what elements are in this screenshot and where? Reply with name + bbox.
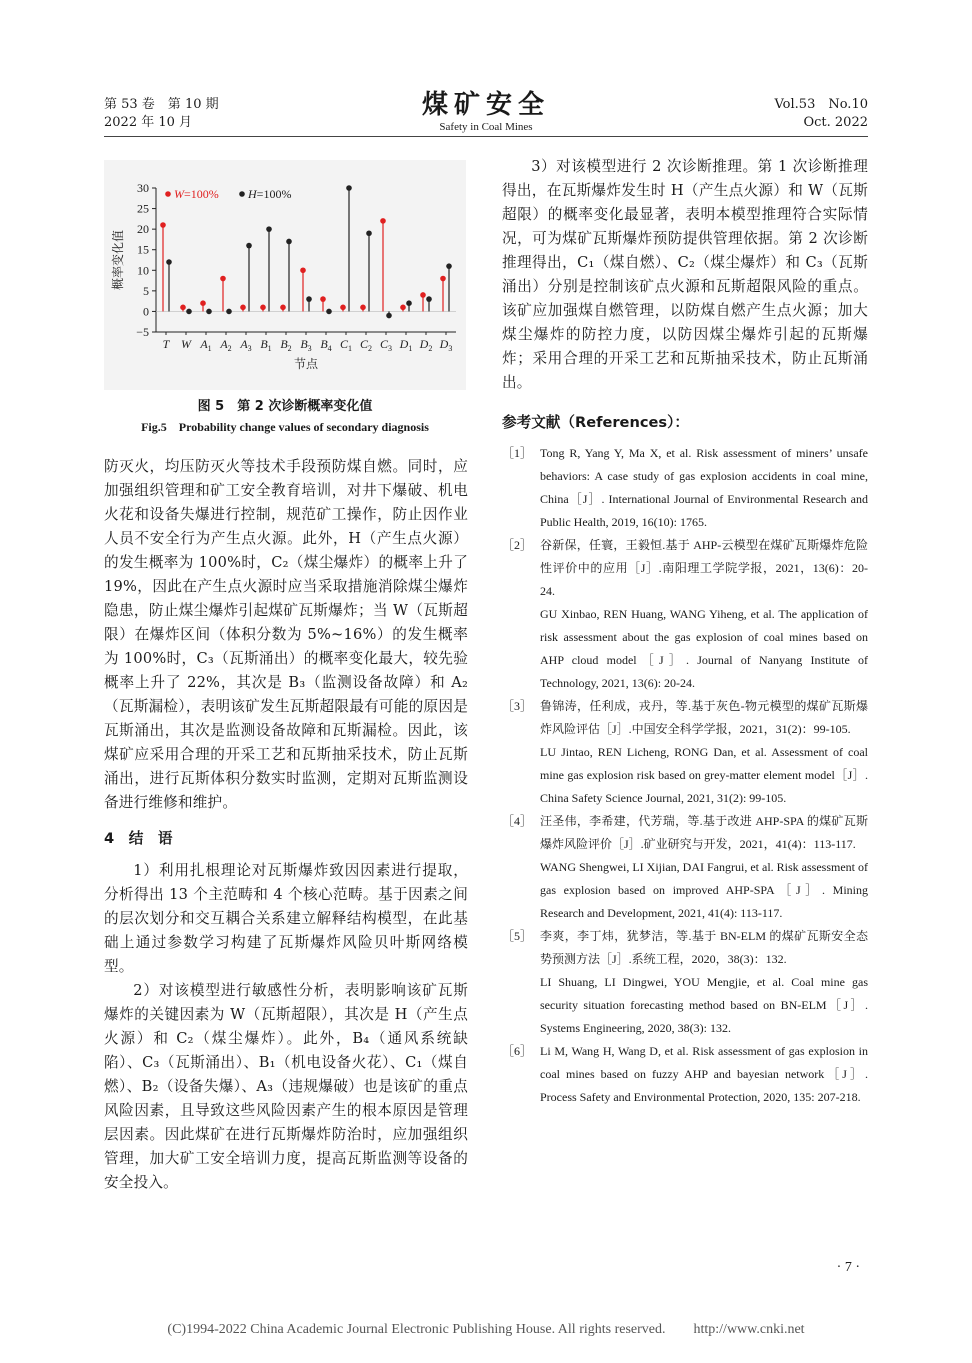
reference-item <box>502 534 868 695</box>
x-tick-label: $B_2$ <box>280 337 292 353</box>
stem-point <box>200 300 206 306</box>
reference-text <box>540 695 868 810</box>
stem-point <box>366 230 372 236</box>
y-tick-label: 5 <box>143 283 149 298</box>
y-tick-label: 10 <box>137 263 149 278</box>
y-tick-label: 20 <box>137 222 149 237</box>
reference-line: LU Jintao, REN Licheng, RONG Dan, et al. Assessment of coal mine gas explosion risk based on grey-matter element model［J］. China Safety Science Journal, 2021, 31(2): 99-105. <box>540 745 868 805</box>
legend-label: W=100% <box>174 187 219 201</box>
figure-5 <box>104 160 466 390</box>
reference-line: LI Shuang, LI Dingwei, YOU Mengjie, et al. Coal mine gas security situation forecasting method based on BN-ELM［J］. Systems Engineering, 2020, 38(3): 132. <box>540 975 868 1035</box>
copyright-footer: (C)1994-2022 China Academic Journal Electronic Publishing House. All rights reserved. http://www.cnki.net <box>167 1322 805 1337</box>
reference-item <box>502 442 868 534</box>
x-tick-label: $D_1$ <box>399 337 413 353</box>
reference-line: 汪圣伟，李希建，代芳瑞，等.基于改进 AHP-SPA 的煤矿瓦斯爆炸风险评价［J］.矿业研究与开发，2021，41(4)：113-117. <box>540 814 868 851</box>
stem-point <box>386 313 392 319</box>
stem-point <box>426 296 432 302</box>
conclusion-paragraph-3: 3）对该模型进行 2 次诊断推理。第 1 次诊断推理得出，在瓦斯爆炸发生时 H（产生点火源）和 W（瓦斯超限）的概率变化最显著，表明本模型推理符合实际情况，可为煤矿瓦斯爆炸预防提供管理依据。第 2 次诊断推理得出，C₁（煤自燃）、C₂（煤尘爆炸）和 C₃（瓦斯涌出）分别是控制该矿点火源和瓦斯超限风险的重点。该矿应加强煤自燃管理，以防煤自燃产生点火源；加大煤尘爆炸的防控力度，以防因煤尘爆炸引起的瓦斯爆炸；采用合理的开采工艺和瓦斯抽采技术，防止瓦斯涌出。 <box>502 158 868 391</box>
stem-point <box>180 305 186 311</box>
reference-text <box>540 810 868 925</box>
stem-point <box>326 309 332 315</box>
figure-caption-en: Fig.5 Probability change values of secondary diagnosis <box>141 420 429 434</box>
header-rule <box>104 136 868 137</box>
x-tick-label: $C_3$ <box>379 337 393 353</box>
x-tick-label: $B_3$ <box>300 337 312 353</box>
stem-point <box>346 185 352 191</box>
x-tick-label: $D_2$ <box>419 337 433 353</box>
stem-chart <box>104 160 466 390</box>
x-tick-label: $A_3$ <box>240 337 252 353</box>
x-tick-label: $B_1$ <box>260 337 272 353</box>
reference-text <box>540 925 868 1040</box>
issue-info <box>104 96 219 132</box>
stem-point <box>280 305 286 311</box>
body-paragraph: 防灭火，均压防灭火等技术手段预防煤自燃。同时，应加强组织管理和矿工安全教育培训，对井下爆破、机电火花和设备失爆进行控制，规范矿工操作，防止因作业人员不安全行为产生点火源。此外，H（产生点火源）的发生概率为 100%时，C₂（煤尘爆炸）的概率上升了 19%，因此在产生点火源时应当采取措施消除煤尘爆炸隐患，防止煤尘爆炸引起煤矿瓦斯爆炸；当 W（瓦斯超限）在爆炸区间（体积分数为 5%~16%）的发生概率为 100%时，C₃（瓦斯涌出）的概率变化最大，较先验概率上升了 22%，其次是 B₃（监测设备故障）和 A₂（瓦斯漏检），表明该矿发生瓦斯超限最有可能的原因是瓦斯涌出，其次是监测设备故障和瓦斯漏检。因此，该煤矿应采用合理的开采工艺和瓦斯抽采技术，防止瓦斯涌出，进行瓦斯体积分数实时监测，定期对瓦斯监测设备进行维修和维护。 <box>104 458 468 811</box>
issue-info-en <box>774 96 868 132</box>
y-tick-label: 0 <box>143 304 149 319</box>
x-tick-label: $C_2$ <box>359 337 373 353</box>
reference-text <box>540 1040 868 1109</box>
page-number: · 7 · <box>836 1260 860 1275</box>
x-axis-title: 节点 <box>293 357 319 371</box>
stem-point <box>400 305 406 311</box>
volume-issue-en: Vol.53 No.10 <box>774 97 868 112</box>
conclusion-paragraph-2: 2）对该模型进行敏感性分析，表明影响该矿瓦斯爆炸的关键因素为 W（瓦斯超限），其次是 H（产生点火源）和 C₂（煤尘爆炸）。此外，B₄（通风系统缺陷）、C₃（瓦斯涌出）、B₁（机电设备火花）、C₁（煤自燃）、B₂（设备失爆）、A₃（违规爆破）也是该矿的重点风险因素，且导致这些风险因素产生的根本原因是管理层因素。因此煤矿在进行瓦斯爆炸防治时，应加强组织管理，加大矿工安全培训力度，提高瓦斯监测等设备的安全投入。 <box>104 982 468 1191</box>
reference-item <box>502 695 868 810</box>
x-tick-label: $D_3$ <box>439 337 453 353</box>
reference-number: ［3］ <box>502 699 533 713</box>
reference-line: WANG Shengwei, LI Xijian, DAI Fangrui, et al. Risk assessment of gas explosion based on improved AHP-SPA［J］. Mining Research and Development, 2021, 41(4): 113-117. <box>540 860 868 920</box>
x-tick-label: $B_4$ <box>320 337 332 353</box>
stem-point <box>420 292 426 298</box>
stem-point <box>380 218 386 224</box>
x-tick-label: T <box>162 337 170 351</box>
stem-point <box>166 259 172 265</box>
stem-point <box>340 305 346 311</box>
stem-point <box>266 226 272 232</box>
reference-number: ［6］ <box>502 1044 533 1058</box>
reference-number: ［5］ <box>502 929 533 943</box>
y-tick-label: −5 <box>136 325 149 339</box>
stem-point <box>440 276 446 282</box>
reference-line: 鲁锦涛，任利成，戎丹，等.基于灰色-物元模型的煤矿瓦斯爆炸风险评估［J］.中国安全科学学报，2021，31(2)：99-105. <box>540 699 868 736</box>
stem-point <box>306 296 312 302</box>
figure-caption-cn: 图 5 第 2 次诊断概率变化值 <box>197 399 373 414</box>
conclusion-paragraph-1: 1）利用扎根理论对瓦斯爆炸致因因素进行提取，分析得出 13 个主范畴和 4 个核心范畴。基于因素之间的层次划分和交互耦合关系建立解释结构模型，在此基础上通过参数学习构建了瓦斯爆炸风险贝叶斯网络模型。 <box>104 862 468 975</box>
y-tick-label: 15 <box>137 242 149 257</box>
reference-number: ［1］ <box>502 446 533 460</box>
section-heading: 4 结 语 <box>104 830 173 847</box>
stem-point <box>186 309 192 315</box>
stem-point <box>300 267 306 273</box>
x-tick-label: $A_2$ <box>220 337 232 353</box>
stem-point <box>220 276 226 282</box>
reference-item <box>502 810 868 925</box>
legend-marker <box>165 191 171 197</box>
reference-list <box>502 442 868 1109</box>
reference-item <box>502 1040 868 1109</box>
journal-masthead <box>386 90 586 134</box>
right-column <box>502 155 868 1109</box>
legend-label: H=100% <box>248 187 292 201</box>
stem-point <box>240 305 246 311</box>
reference-line: GU Xinbao, REN Huang, WANG Yiheng, et al. The application of risk assessment about the gas explosion of coal mines based on AHP cloud model［J］. Journal of Nanyang Institute of Technology, 2021, 13(6): 20-24. <box>540 607 868 690</box>
reference-line: 谷新保，任寰，王毅恒.基于 AHP-云模型在煤矿瓦斯爆炸危险性评价中的应用［J］.南阳理工学院学报，2021，13(6)：20-24. <box>540 538 868 598</box>
journal-title-cn: 煤矿安全 <box>421 90 550 120</box>
reference-number: ［4］ <box>502 814 533 828</box>
issue-date-en: Oct. 2022 <box>803 115 868 130</box>
references-heading: 参考文献（References）： <box>502 414 689 431</box>
stem-point <box>246 243 252 249</box>
issue-date: 2022 年 10 月 <box>104 115 193 130</box>
stem-point <box>226 309 232 315</box>
reference-number: ［2］ <box>502 538 533 552</box>
x-tick-label: $C_1$ <box>339 337 353 353</box>
journal-title-en: Safety in Coal Mines <box>439 121 533 133</box>
reference-text <box>540 534 868 695</box>
stem-point <box>320 296 326 302</box>
y-axis-title: 概率变化值 <box>111 229 125 291</box>
stem-point <box>446 263 452 269</box>
legend-marker <box>239 191 245 197</box>
stem-point <box>260 305 266 311</box>
stem-point <box>360 305 366 311</box>
left-column <box>104 455 468 1195</box>
reference-item <box>502 925 868 1040</box>
x-tick-label: W <box>181 337 191 351</box>
stem-point <box>160 222 166 228</box>
reference-line: 李爽，李丁炜，犹梦洁，等.基于 BN-ELM 的煤矿瓦斯安全态势预测方法［J］.系统工程，2020，38(3)：132. <box>540 929 868 966</box>
volume-issue: 第 53 卷 第 10 期 <box>104 97 219 112</box>
reference-line: Tong R, Yang Y, Ma X, et al. Risk assessment of miners’ unsafe behaviors: A case study of gas explosion accidents in coal mine, China［J］. International Journal of Environmental Research and Public Health, 2019, 16(10): 1765. <box>540 446 868 529</box>
x-tick-label: $A_1$ <box>200 337 212 353</box>
stem-point <box>406 300 412 306</box>
stem-point <box>206 309 212 315</box>
stem-point <box>286 239 292 245</box>
reference-text <box>540 442 868 534</box>
y-tick-label: 30 <box>137 181 149 195</box>
y-tick-label: 25 <box>137 201 149 216</box>
reference-line: Li M, Wang H, Wang D, et al. Risk assessment of gas explosion in coal mines based on fuzzy AHP and bayesian network［J］. Process Safety and Environmental Protection, 2020, 135: 207-218. <box>540 1044 868 1104</box>
